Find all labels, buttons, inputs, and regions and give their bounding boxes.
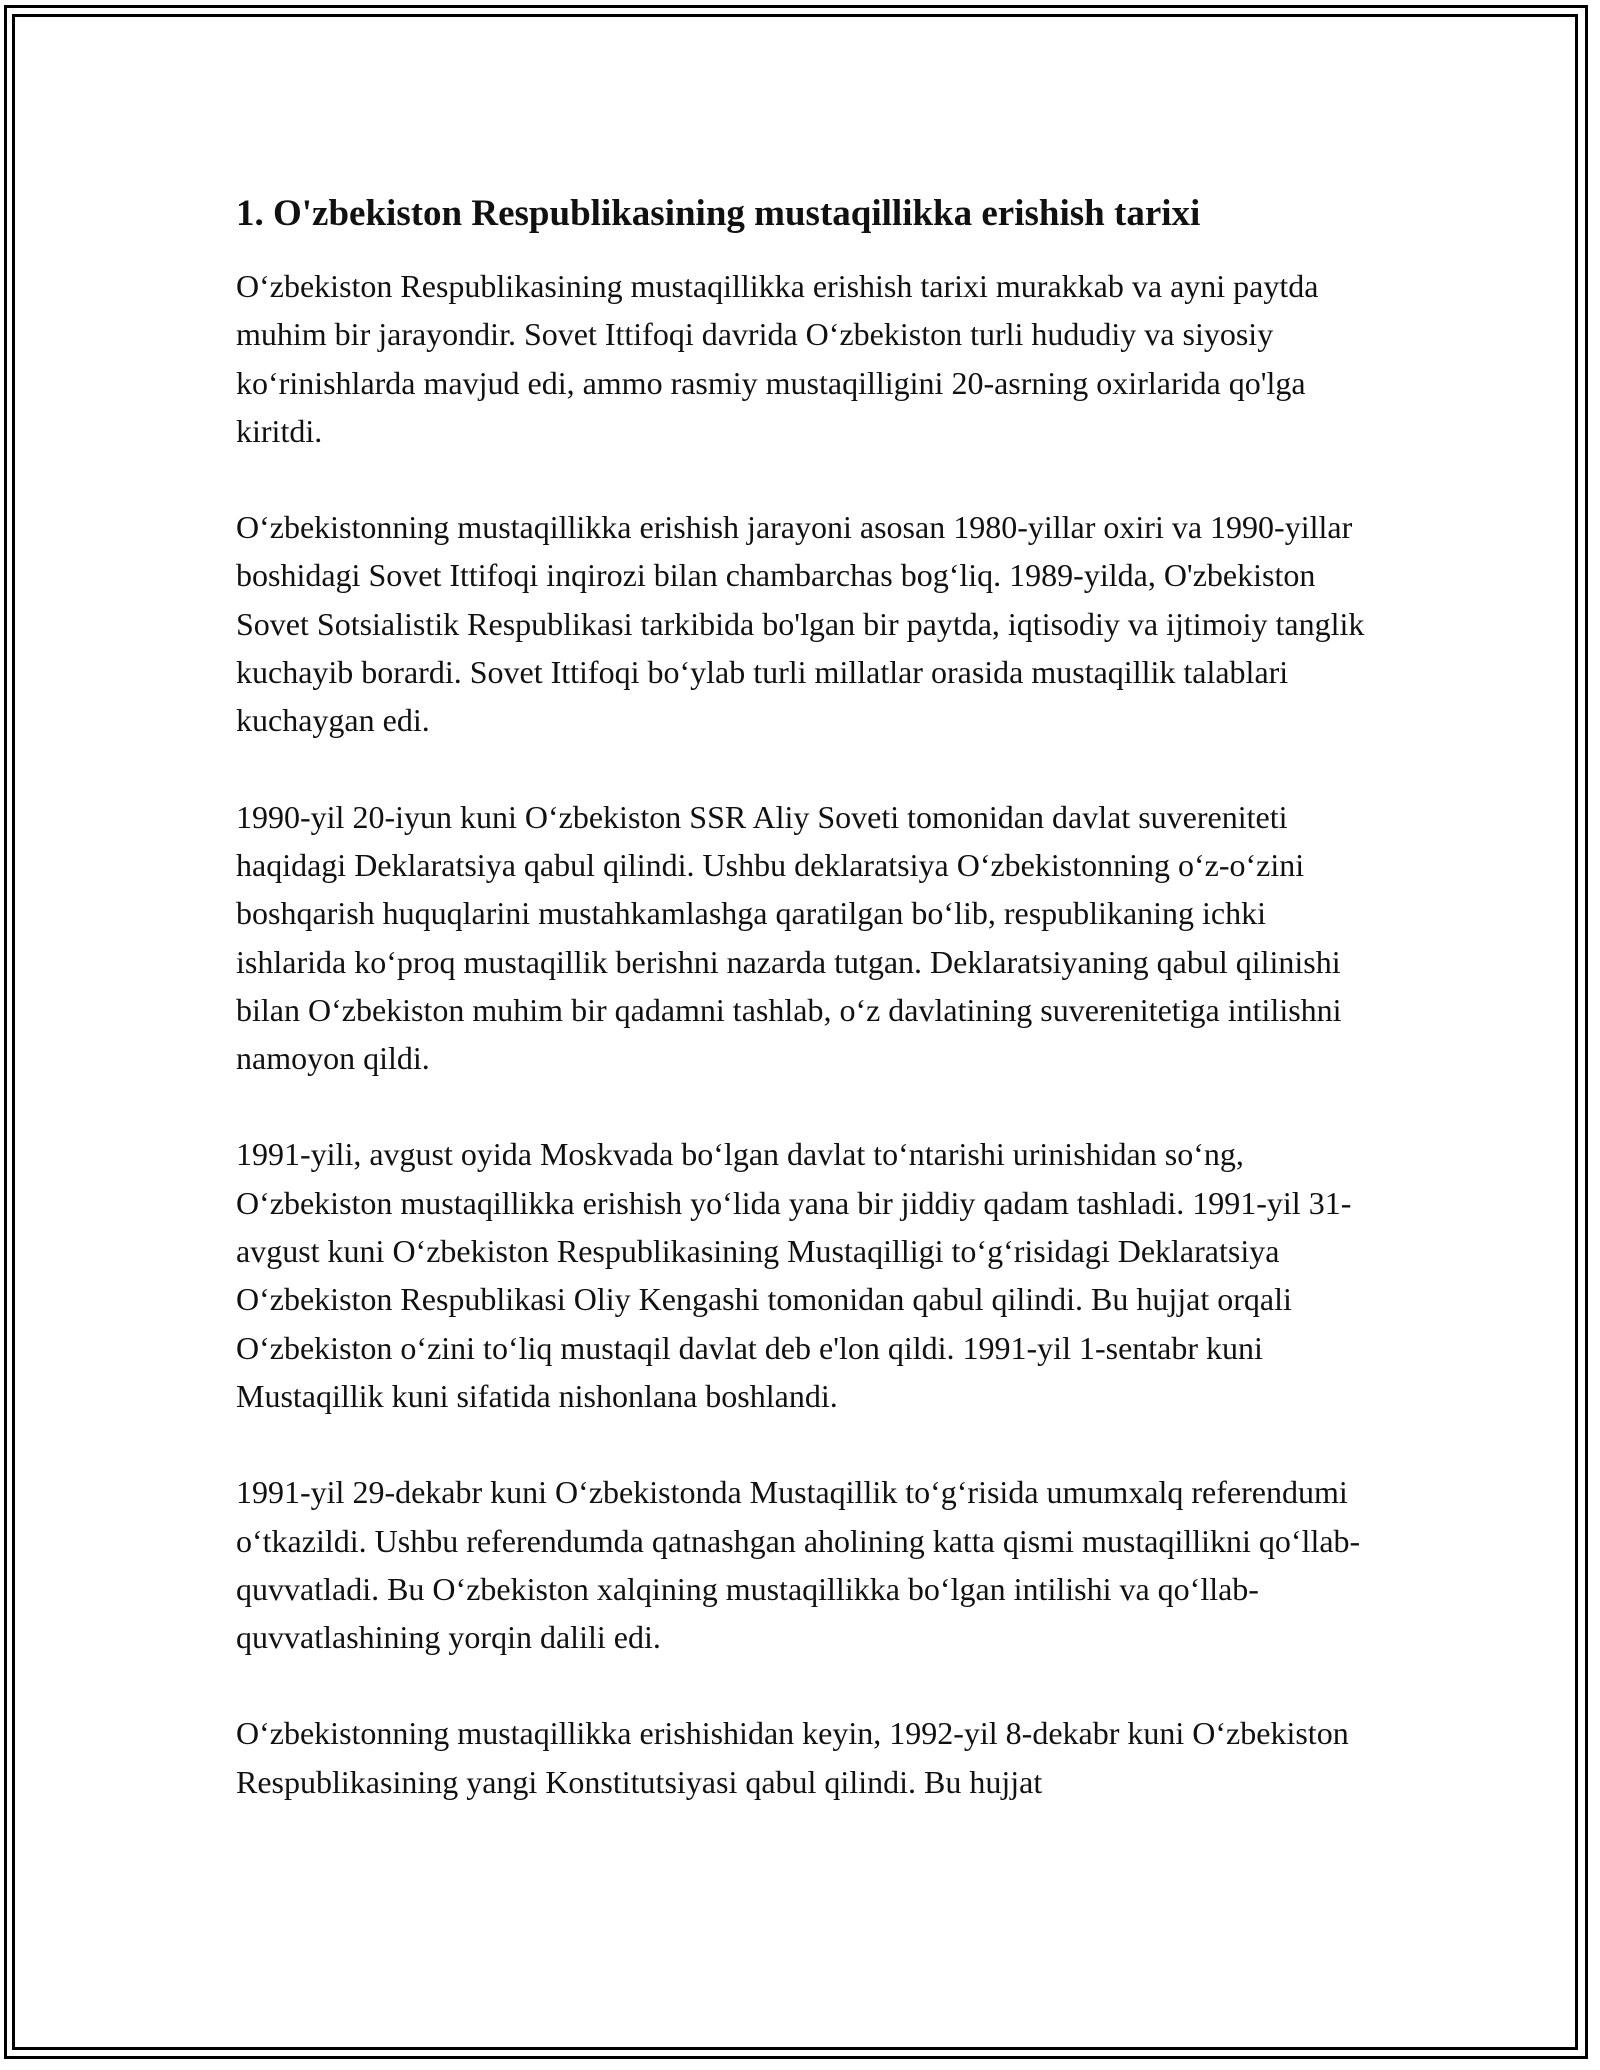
paragraph-constitution: O‘zbekistonning mustaqillikka erishishidan keyin, 1992-yil 8-dekabr kuni O‘zbekiston Respublikasining yangi Konstitutsiyasi qabul qilindi. Bu hujjat — [236, 1715, 1349, 1800]
document-title: 1. O'zbekiston Respublikasining mustaqillikka erishish tarixi — [236, 193, 1201, 234]
paragraph-sovereignty-declaration: 1990-yil 20-iyun kuni O‘zbekiston SSR Aliy Soveti tomonidan davlat suvereniteti haqidagi Deklaratsiya qabul qilindi. Ushbu deklaratsiya O‘zbekistonning o‘z-o‘zini boshqarish huquqlarini mustahkamlashga qaratilgan bo‘lib, respublikaning ichki ishlarida ko‘proq mustaqillik berishni nazarda tutgan. Deklaratsiyaning qabul qilinishi bilan O‘zbekiston muhim bir qadamni tashlab, o‘z davlatining suverenitetiga intilishni namoyon qildi. — [236, 798, 1342, 1077]
paragraph-referendum: 1991-yil 29-dekabr kuni O‘zbekistonda Mustaqillik to‘g‘risida umumxalq referendumi o‘tkazildi. Ushbu referendumda qatnashgan aholining katta qismi mustaqillikni qo‘llab-quvvatladi. Bu O‘zbekiston xalqining mustaqillikka bo‘lgan intilishi va qo‘llab-quvvatlashining yorqin dalili edi. — [236, 1474, 1361, 1656]
paragraph-soviet-crisis: O‘zbekistonning mustaqillikka erishish jarayoni asosan 1980-yillar oxiri va 1990-yillar boshidagi Sovet Ittifoqi inqirozi bilan chambarchas bog‘liq. 1989-yilda, O'zbekiston Sovet Sotsialistik Respublikasi tarkibida bo'lgan bir paytda, iqtisodiy va ijtimoiy tanglik kuchayib borardi. Sovet Ittifoqi bo‘ylab turli millatlar orasida mustaqillik talablari kuchaygan edi. — [236, 509, 1365, 739]
paragraph-intro: O‘zbekiston Respublikasining mustaqillikka erishish tarixi murakkab va ayni paytda muhim bir jarayondir. Sovet Ittifoqi davrida O‘zbekiston turli hududiy va siyosiy ko‘rinishlarda mavjud edi, ammo rasmiy mustaqilligini 20-asrning oxirlarida qo'lga kiritdi. — [236, 268, 1319, 449]
paragraph-independence-declaration: 1991-yili, avgust oyida Moskvada bo‘lgan davlat to‘ntarishi urinishidan so‘ng, O‘zbekiston mustaqillikka erishish yo‘lida yana bir jiddiy qadam tashladi. 1991-yil 31-avgust kuni O‘zbekiston Respublikasining Mustaqilligi to‘g‘risidagi Deklaratsiya O‘zbekiston Respublikasi Oliy Kengashi tomonidan qabul qilindi. Bu hujjat orqali O‘zbekiston o‘zini to‘liq mustaqil davlat deb e'lon qildi. 1991-yil 1-sentabr kuni Mustaqillik kuni sifatida nishonlana boshlandi. — [236, 1136, 1352, 1414]
document-body — [236, 188, 1366, 1854]
